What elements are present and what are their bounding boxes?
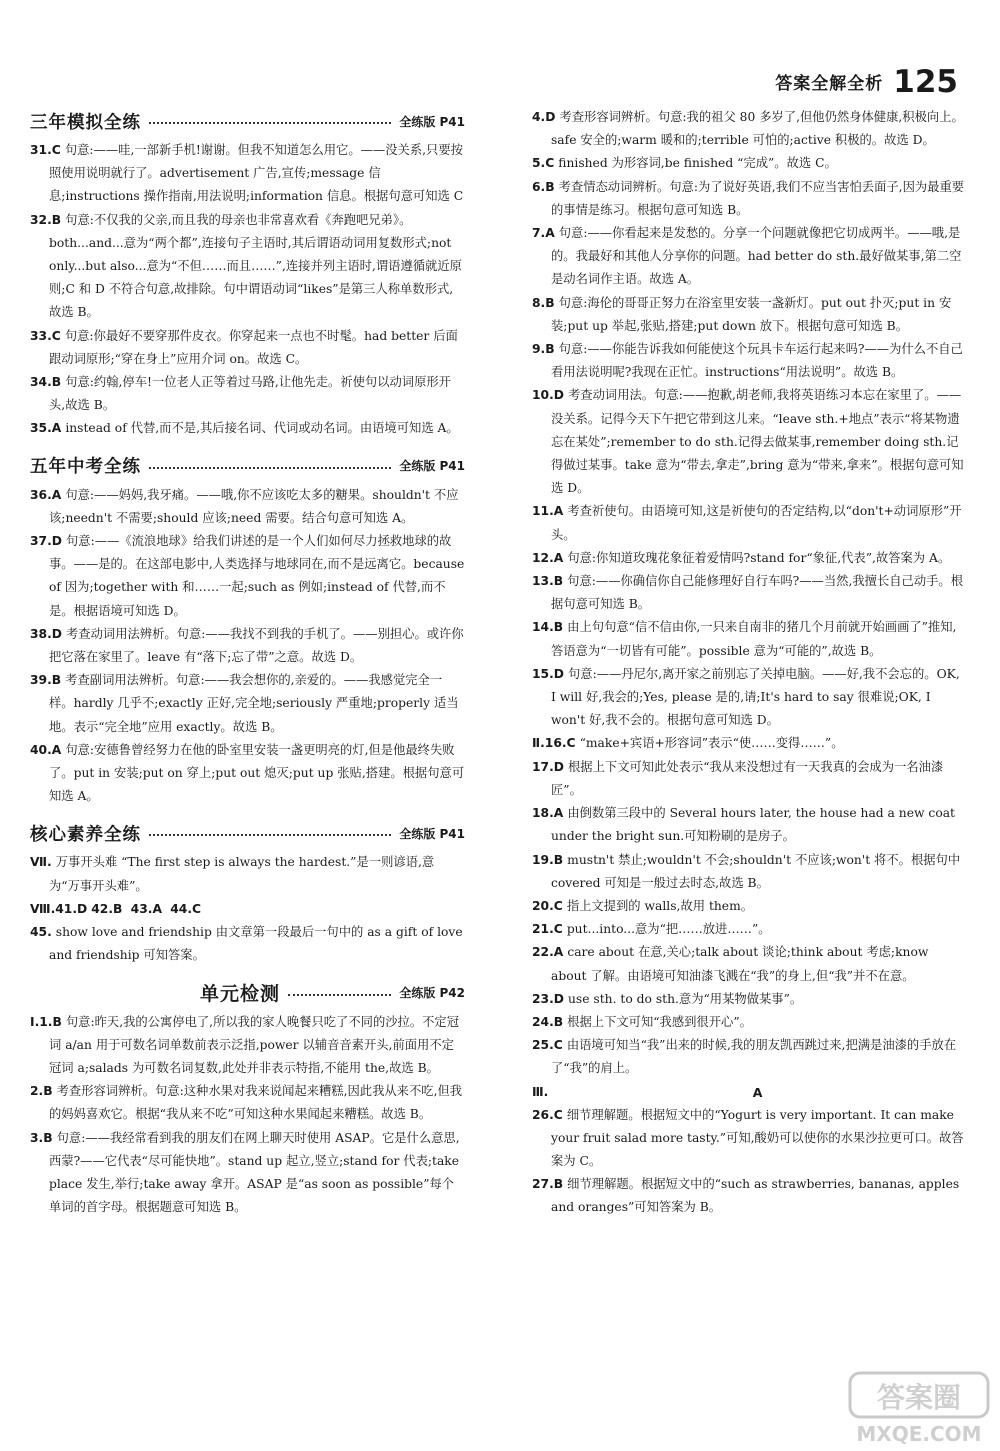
dotted-leader	[149, 467, 391, 469]
answer-entry	[532, 222, 967, 292]
answer-entry	[532, 1034, 967, 1080]
answer-number: 5.C	[532, 156, 555, 171]
header-title: 答案全解全析	[775, 74, 884, 94]
answer-entry	[30, 739, 465, 809]
answer-entry	[30, 898, 465, 921]
answer-entry	[30, 921, 465, 967]
answer-entry	[532, 570, 967, 616]
answer-text: 考查副词用法辨析。句意:——我会想你的,亲爱的。——我感觉完全一样。hardly 几乎不;exactly 正好,完全地;seriously 严重地;properly 适当地。表示“完全地”应用 exactly。故选 B。	[49, 673, 459, 734]
answer-entry	[532, 616, 967, 662]
answer-number: 13.B	[532, 574, 564, 589]
watermark-logo	[844, 1369, 994, 1449]
answer-text: 句意:——《流浪地球》给我们讲述的是一个人们如何尽力拯救地球的故事。——是的。在这部电影中,人类选择与地球同在,而不是远离它。because of 因为;together with 和……一起;such as 例如;instead of 代替,而不是。根据语境可知选 D。	[49, 534, 465, 618]
answer-text: 句意:你知道玫瑰花象征着爱情吗?stand for“象征,代表”,故答案为 A。	[567, 550, 951, 565]
answer-number: Ⅱ.16.C	[532, 736, 576, 751]
answer-text: 指上文提到的 walls,故用 them。	[566, 898, 754, 913]
answer-number: 36.A	[30, 487, 62, 502]
answer-number: 32.B	[30, 212, 62, 227]
answer-number: 25.C	[532, 1038, 563, 1053]
section-ref: 全练版 P41	[399, 459, 465, 474]
answer-text: 42.B 43.A 44.C	[91, 901, 202, 916]
answer-text: 考查形容词辨析。句意:这种水果对我来说闻起来糟糕,因此我从来不吃,但我的妈妈喜欢它。根据“我从来不吃”可知这种水果闻起来糟糕。故选 B。	[49, 1084, 463, 1122]
answer-entry	[532, 895, 967, 918]
part-three-header	[532, 1081, 967, 1104]
answer-text: 考查形容词辨析。句意:我的祖父 80 多岁了,但他仍然身体健康,积极向上。safe 安全的;warm 暖和的;terrible 可怕的;active 积极的。故选 D。	[551, 110, 964, 148]
answer-number: 31.C	[30, 143, 61, 157]
answer-text: 句意:不仅我的父亲,而且我的母亲也非常喜欢看《奔跑吧兄弟》。both...and...意为“两个都”,连接句子主语时,其后谓语动词用复数形式;not only...but also...意为“不但……而且……”,连接并列主语时,谓语遵循就近原则;C 和 D 不符合句意,故排除。句中谓语动词“likes”是第三人称单数形式,故选 B。	[49, 212, 462, 320]
answer-text: 句意:海伦的哥哥正努力在浴室里安装一盏新灯。put out 扑灭;put in 安装;put up 举起,张贴,搭建;put down 放下。根据句意可知选 B。	[551, 295, 952, 333]
answer-number: 7.A	[532, 226, 555, 241]
answer-text: 句意:——你确信你自己能修理好自行车吗?——当然,我擅长自己动手。根据句意可知选 B。	[551, 574, 964, 612]
answer-entry	[30, 484, 465, 530]
answer-number: 17.D	[532, 759, 564, 774]
section-ref: 全练版 P42	[399, 986, 465, 1000]
answer-entry	[532, 384, 967, 500]
watermark-line2: MXQE.COM	[856, 1422, 982, 1446]
answer-text: use sth. to do sth.意为“用某物做某事”。	[568, 991, 803, 1006]
answer-number: Ⅰ.1.B	[30, 1014, 62, 1029]
section-header-danyuan	[30, 978, 465, 1008]
answer-number: 2.B	[30, 1084, 53, 1099]
section-title: 三年模拟全练	[30, 112, 141, 133]
answer-text: 考查动词用法。句意:——抱歉,胡老师,我将英语练习本忘在家里了。——没关系。记得今天下午把它带到这儿来。“leave sth.+地点”表示“将某物遗忘在某处”;remember to do sth.记得去做某事,remember doing sth.记得做过某事。take 意为“带去,拿走”,bring 意为“带来,拿来”。根据句意可知选 D。	[551, 388, 964, 496]
answer-text: mustn't 禁止;wouldn't 不会;shouldn't 不应该;won't 将不。根据句中 covered 可知是一般过去时态,故选 B。	[551, 852, 961, 890]
answer-entry	[532, 802, 967, 848]
answer-entry	[532, 152, 967, 175]
answer-text: 根据上下文可知此处表示“我从来没想过有一天我真的会成为一名油漆匠”。	[551, 759, 944, 797]
answer-number: 19.B	[532, 852, 564, 867]
page-number: 125	[893, 64, 958, 100]
section-title: 单元检测	[200, 983, 281, 1005]
answer-number: 20.C	[532, 898, 563, 913]
answer-text: finished 为形容词,be finished “完成”。故选 C。	[558, 156, 837, 171]
answer-entry	[30, 371, 465, 417]
left-column	[30, 106, 465, 1219]
answer-entry	[532, 988, 967, 1011]
section-ref: 全练版 P41	[399, 114, 465, 129]
answer-number: 14.B	[532, 620, 564, 635]
answer-number: 8.B	[532, 295, 555, 310]
section-header-hexin	[30, 818, 465, 848]
answer-number: 27.B	[532, 1177, 564, 1192]
answer-entry	[30, 623, 465, 669]
answer-text: put...into...意为“把……放进……”。	[566, 922, 771, 937]
answer-number: 34.B	[30, 375, 62, 390]
answer-number: 9.B	[532, 342, 555, 357]
answer-number: Ⅷ.41.D	[30, 901, 88, 916]
answer-text: 万事开头难 “The first step is always the hardest.”是一则谚语,意为“万事开头难”。	[49, 855, 435, 893]
page-header	[775, 62, 958, 98]
answer-text: 由上句句意“信不信由你,一只来自南非的猪几个月前就开始画画了”推知,答语意为“一切皆有可能”。possible 意为“可能的”,故选 B。	[551, 620, 957, 658]
answer-number: 18.A	[532, 806, 564, 821]
answer-entry	[30, 851, 465, 897]
answer-text: 句意:——我经常看到我的朋友们在网上聊天时使用 ASAP。它是什么意思,西蒙?——它代表“尽可能快地”。stand up 起立,竖立;stand for 代表;take place 发生,举行;take away 拿开。ASAP 是“as soon as possible”每个单词的首字母。根据题意可知选 B。	[49, 1130, 460, 1215]
answer-text: 考查祈使句。由语境可知,这是祈使句的否定结构,以“don't+动词原形”开头。	[551, 504, 962, 542]
answer-text: 由倒数第三段中的 Several hours later, the house had a new coat under the bright sun.可知粉刷的是房子。	[551, 806, 955, 844]
answer-number: 10.D	[532, 388, 564, 403]
answer-text: 根据上下文可知“我感到很开心”。	[567, 1014, 752, 1029]
answer-number: 26.C	[532, 1107, 563, 1122]
answer-text: 细节理解题。根据短文中的“such as strawberries, bananas, apples and oranges”可知答案为 B。	[551, 1177, 960, 1215]
answer-number: 24.B	[532, 1014, 564, 1029]
answer-entry	[532, 106, 967, 152]
answer-entry	[532, 732, 967, 755]
answer-number: 11.A	[532, 504, 564, 519]
answer-entry	[532, 338, 967, 384]
answer-number: 21.C	[532, 922, 563, 937]
answer-entry	[532, 176, 967, 222]
section-title: 核心素养全练	[30, 824, 141, 845]
answer-entry	[532, 849, 967, 895]
answer-text: care about 在意,关心;talk about 谈论;think about 考虑;know about 了解。由语境可知油漆飞溅在“我”的身上,但“我”并不在意。	[551, 945, 929, 983]
answer-text: 细节理解题。根据短文中的“Yogurt is very important. It can make your fruit salad more tasty.”可知,酸奶可以使你的水果沙拉更可口。故答案为 C。	[551, 1107, 964, 1168]
answer-entry	[532, 756, 967, 802]
answer-text: instead of 代替,而不是,其后接名词、代词或动名词。由语境可知选 A。	[65, 421, 459, 436]
answer-text: 句意:——妈妈,我牙痛。——哦,你不应该吃太多的糖果。shouldn't 不应该;needn't 不需要;should 应该;need 需要。结合句意可知选 A。	[49, 487, 459, 525]
answer-number: 6.B	[532, 179, 555, 194]
answer-entry	[532, 1173, 967, 1219]
answer-text: 句意:昨天,我的公寓停电了,所以我的家人晚餐只吃了不同的沙拉。不定冠词 a/an 用于可数名词单数前表示泛指,power 以辅音音素开头,前面用不定冠词 a;salads 为可数名词复数,此处并非表示特指,不能用 the,故选 B。	[49, 1014, 460, 1075]
answer-number: 37.D	[30, 534, 62, 549]
right-column	[532, 106, 967, 1220]
answer-text: show love and friendship 由文章第一段最后一句中的 as a gift of love and friendship 可知答案。	[49, 925, 463, 963]
answer-number: 12.A	[532, 550, 564, 565]
section-header-wunian	[30, 451, 465, 481]
answer-entry	[532, 663, 967, 733]
answer-number: 4.D	[532, 110, 556, 124]
dotted-leader	[149, 122, 391, 124]
answer-number: 45.	[30, 925, 52, 940]
answer-number: 39.B	[30, 673, 62, 688]
answer-text: 考查动词用法辨析。句意:——我找不到我的手机了。——别担心。或许你把它落在家里了。leave 有“落下;忘了带”之意。故选 D。	[49, 626, 464, 665]
answer-entry	[30, 209, 465, 325]
section-title: 五年中考全练	[30, 457, 141, 478]
answer-text: 考查情态动词辨析。句意:为了说好英语,我们不应当害怕丢面子,因为最重要的事情是练习。根据句意可知选 B。	[551, 179, 965, 217]
watermark-line1: 答案圈	[876, 1381, 962, 1414]
answer-text: 句意:你最好不要穿那件皮衣。你穿起来一点也不时髦。had better 后面跟动词原形;“穿在身上”应用介词 on。故选 C。	[49, 328, 458, 366]
answer-text: 由语境可知当“我”出来的时候,我的朋友凯西跳过来,把满是油漆的手放在了“我”的肩上。	[551, 1038, 957, 1076]
answer-entry	[532, 500, 967, 546]
answer-text: 句意:——你看起来是发愁的。分享一个问题就像把它切成两半。——哦,是的。我最好和其他人分享你的问题。had better do sth.最好做某事,第二空是动名词作主语。故选 A。	[551, 226, 962, 287]
answer-entry	[532, 918, 967, 941]
answer-entry	[30, 669, 465, 739]
answer-number: 23.D	[532, 991, 564, 1006]
answer-number: 38.D	[30, 626, 62, 641]
answer-text: 句意:安德鲁曾经努力在他的卧室里安装一盏更明亮的灯,但是他最终失败了。put in 安装;put on 穿上;put out 熄灭;put up 张贴,搭建。根据句意可知选 A。	[49, 742, 465, 804]
answer-text: “make+宾语+形容词”表示“使……变得……”。	[579, 736, 844, 751]
answer-text: 句意:——丹尼尔,离开家之前别忘了关掉电脑。——好,我不会忘的。OK, I will 好,我会的;Yes, please 是的,请;It's hard to say 很难说;OK, I won't 好,我不会的。根据句意可知选 D。	[551, 666, 960, 728]
answer-entry	[30, 325, 465, 371]
section-ref: 全练版 P41	[399, 826, 465, 841]
dotted-leader	[288, 994, 391, 996]
answer-entry	[532, 941, 967, 987]
answer-number: 15.D	[532, 666, 564, 681]
answer-entry	[30, 530, 465, 623]
answer-text: 句意:约翰,停车!一位老人正等着过马路,让他先走。祈使句以动词原形开头,故选 B。	[49, 375, 451, 413]
answer-text: 句意:——你能告诉我如何能使这个玩具卡车运行起来吗?——为什么不自己看用法说明呢?我现在正忙。instructions“用法说明”。故选 B。	[551, 342, 963, 380]
answer-entry	[532, 1104, 967, 1174]
part-label: A	[752, 1084, 763, 1100]
part-number: Ⅲ.	[532, 1084, 549, 1099]
answer-number: 35.A	[30, 421, 62, 436]
answer-number: 22.A	[532, 945, 564, 960]
answer-number: 40.A	[30, 742, 62, 757]
answer-entry	[30, 1080, 465, 1126]
answer-number: 33.C	[30, 328, 61, 343]
answer-number: 3.B	[30, 1130, 53, 1145]
answer-entry	[532, 292, 967, 338]
answer-number: Ⅶ.	[30, 855, 52, 870]
dotted-leader	[149, 834, 391, 836]
answer-entry	[532, 547, 967, 570]
answer-entry	[532, 1011, 967, 1034]
section-header-sannian	[30, 106, 465, 136]
answer-entry	[30, 1011, 465, 1081]
answer-text: 句意:——哇,一部新手机!谢谢。但我不知道怎么用它。——没关系,只要按照使用说明就行了。advertisement 广告,宣传;message 信息;instructions 操作指南,用法说明;information 信息。根据句意可知选 C	[49, 143, 464, 204]
answer-entry	[30, 417, 465, 440]
answer-entry	[30, 139, 465, 209]
answer-entry	[30, 1127, 465, 1220]
